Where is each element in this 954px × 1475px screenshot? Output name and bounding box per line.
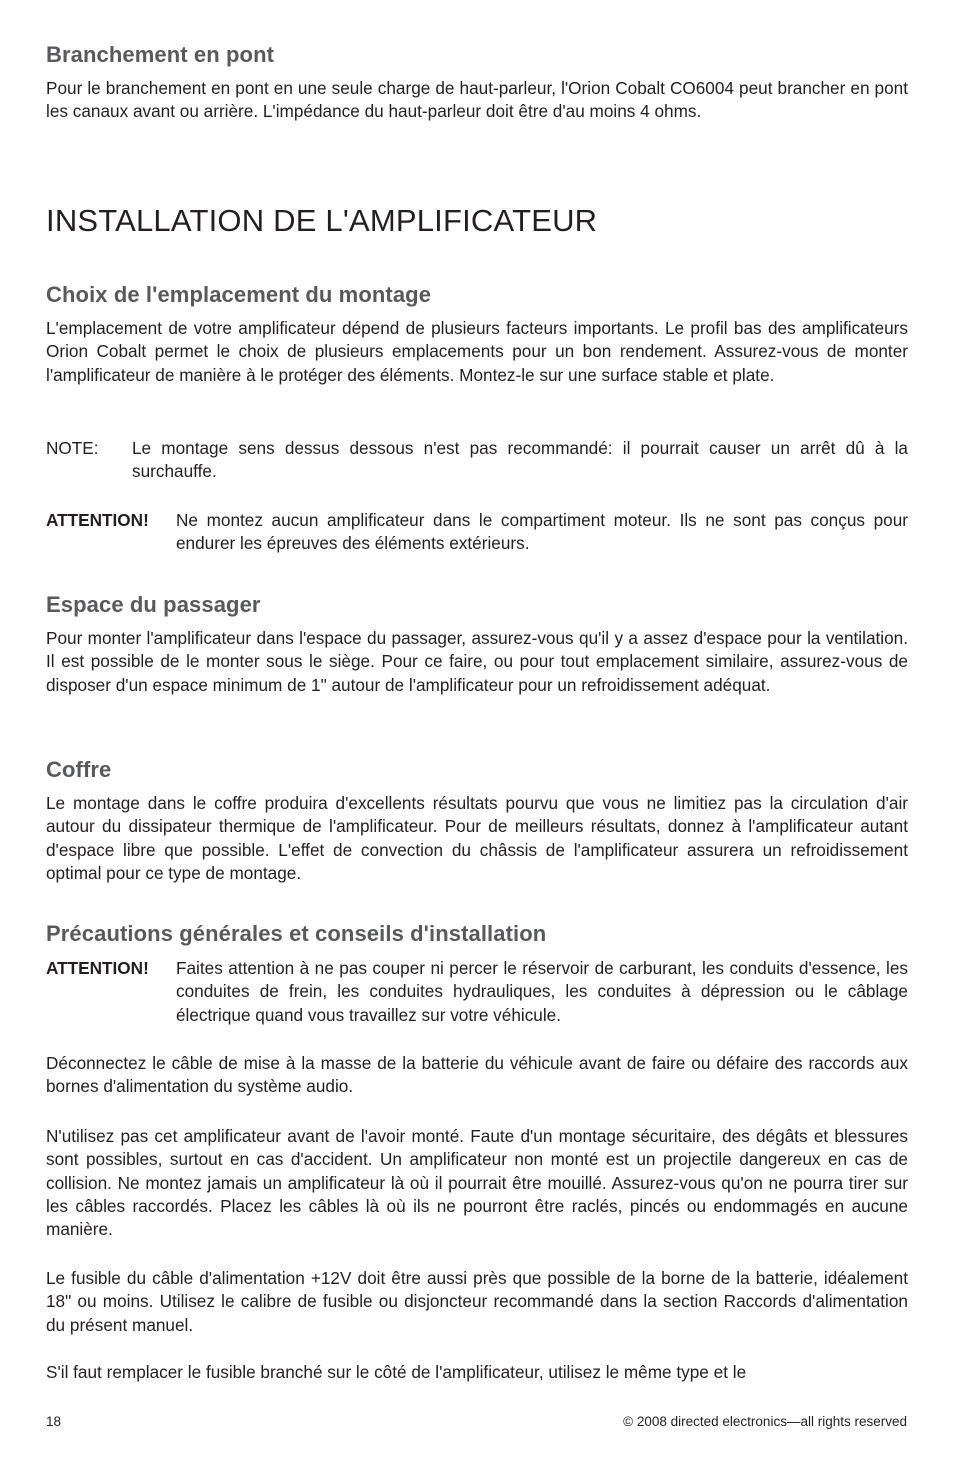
passenger-text: Pour monter l'amplificateur dans l'espace du passager, assurez-vous qu'il y a assez d'espace pour la ventilation. Il est possible de le monter sous le siège. Pour ce faire, ou pour tout emplacement similaire, assurez-vous de disposer d'un espace minimum de 1" autour de l'amplificateur pour un refroidissement adéquat.: [46, 628, 908, 695]
warning-label: ATTENTION!: [46, 958, 149, 978]
note-text: Le montage sens dessus dessous n'est pas recommandé: il pourrait causer un arrêt dû à la surchauffe.: [132, 438, 908, 482]
mounting-warning: [46, 509, 908, 556]
precautions-heading: Précautions générales et conseils d'installation: [46, 921, 547, 946]
copyright: © 2008 directed electronics—all rights reserved: [623, 1414, 907, 1429]
trunk-heading: Coffre: [46, 757, 112, 782]
warning-text: Ne montez aucun amplificateur dans le compartiment moteur. Ils ne sont pas conçus pour endurer les épreuves des éléments extérieurs.: [176, 510, 908, 554]
mounting-note: [46, 437, 908, 484]
bridge-text: Pour le branchement en pont en une seule charge de haut-parleur, l'Orion Cobalt CO6004 peut brancher en pont les canaux avant ou arrière. L'impédance du haut-parleur doit être d'au moins 4 ohms.: [46, 78, 908, 122]
install-title: INSTALLATION DE L'AMPLIFICATEUR: [46, 203, 598, 238]
note-label: NOTE:: [46, 438, 99, 458]
precautions-para-1: Déconnectez le câble de mise à la masse de la batterie du véhicule avant de faire ou défaire des raccords aux bornes d'alimentation du système audio.: [46, 1053, 908, 1097]
mounting-heading: Choix de l'emplacement du montage: [46, 282, 432, 307]
bridge-heading: Branchement en pont: [46, 42, 275, 67]
precautions-para-2: N'utilisez pas cet amplificateur avant de l'avoir monté. Faute d'un montage sécuritaire, des dégâts et blessures sont possibles, surtout en cas d'accident. Un amplificateur non monté est un projectile dangereux en cas de collision. Ne montez jamais un amplificateur là où il pourrait être mouillé. Assurez-vous qu'on ne pourra tirer sur les câbles raccordés. Placez les câbles là où ils ne pourront être raclés, pincés ou endommagés en aucune manière.: [46, 1126, 908, 1240]
warning-text: Faites attention à ne pas couper ni percer le réservoir de carburant, les conduits d'essence, les conduites de frein, les conduites hydrauliques, les conduites à dépression ou le câblage électrique quand vous travaillez sur votre véhicule.: [176, 958, 908, 1025]
trunk-text: Le montage dans le coffre produira d'excellents résultats pourvu que vous ne limitiez pas la circulation d'air autour du dissipateur thermique de l'amplificateur. Pour de meilleurs résultats, donnez à l'amplificateur autant d'espace libre que possible. L'effet de convection du châssis de l'amplificateur assurera un refroidissement optimal pour ce type de montage.: [46, 793, 908, 883]
precautions-warning: [46, 957, 908, 1027]
mounting-text: L'emplacement de votre amplificateur dépend de plusieurs facteurs importants. Le profil bas des amplificateurs Orion Cobalt permet le choix de plusieurs emplacements pour un bon rendement. Assurez-vous de monter l'amplificateur de manière à le protéger des éléments. Montez-le sur une surface stable et plate.: [46, 318, 908, 385]
precautions-para-3: Le fusible du câble d'alimentation +12V doit être aussi près que possible de la borne de la batterie, idéalement 18" ou moins. Utilisez le calibre de fusible ou disjoncteur recommandé dans la section Raccords d'alimentation du présent manuel.: [46, 1268, 908, 1335]
page-number: 18: [46, 1414, 62, 1429]
warning-label: ATTENTION!: [46, 510, 149, 530]
passenger-heading: Espace du passager: [46, 592, 261, 617]
precautions-para-4: S'il faut remplacer le fusible branché sur le côté de l'amplificateur, utilisez le même type et le: [46, 1362, 747, 1382]
